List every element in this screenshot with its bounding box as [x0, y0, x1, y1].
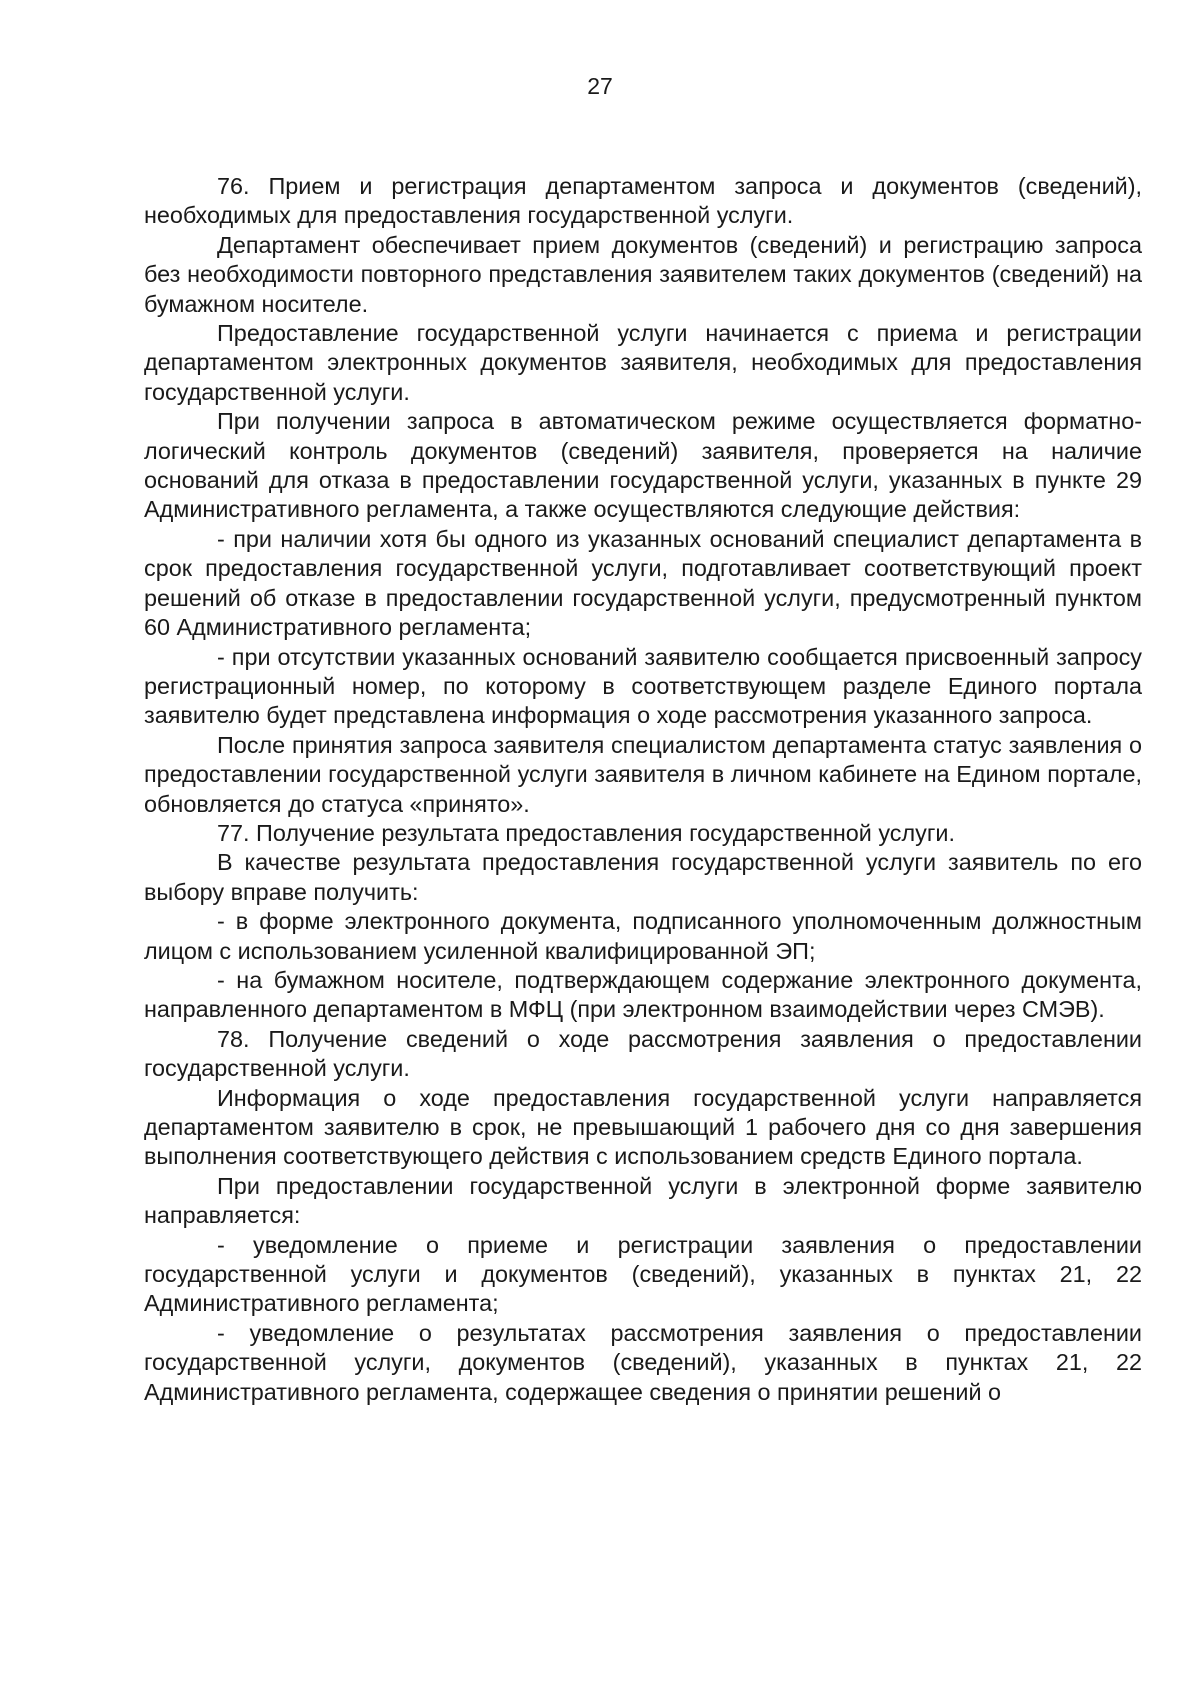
list-item: - в форме электронного документа, подписанного уполномоченным должностным лицом с использованием усиленной квалифицированной ЭП;	[144, 908, 1142, 964]
paragraph: При получении запроса в автоматическом режиме осуществляется форматно-логический контроль документов (сведений) заявителя, проверяется на наличие оснований для отказа в предоставлении государственной услуги, указанных в пункте 29 Административного регламента, а также осуществляются следующие действия:	[144, 408, 1142, 523]
paragraph: 78. Получение сведений о ходе рассмотрения заявления о предоставлении государственной услуги.	[144, 1025, 1142, 1082]
paragraph: В качестве результата предоставления государственной услуги заявитель по его выбору вправе получить:	[144, 849, 1142, 905]
paragraph: Департамент обеспечивает прием документов (сведений) и регистрацию запроса без необходимости повторного представления заявителем таких документов (сведений) на бумажном носителе.	[144, 231, 1142, 317]
paragraph: 77. Получение результата предоставления государственной услуги.	[217, 819, 955, 846]
paragraph: 76. Прием и регистрация департаментом запроса и документов (сведений), необходимых для предоставления государственной услуги.	[144, 173, 1142, 229]
list-item: - на бумажном носителе, подтверждающем содержание электронного документа, направленного департаментом в МФЦ (при электронном взаимодействии через СМЭВ).	[144, 966, 1142, 1023]
document-body	[144, 172, 1142, 1407]
paragraph: При предоставлении государственной услуги в электронной форме заявителю направляется:	[144, 1172, 1142, 1229]
list-item: - уведомление о результатах рассмотрения заявления о предоставлении государственной услуги, документов (сведений), указанных в пунктах 21, 22 Административного регламента, содержащее сведения о принятии решений о	[144, 1319, 1142, 1405]
paragraph: Предоставление государственной услуги начинается с приема и регистрации департаментом электронных документов заявителя, необходимых для предоставления государственной услуги.	[144, 320, 1142, 405]
list-item: - уведомление о приеме и регистрации заявления о предоставлении государственной услуги и документов (сведений), указанных в пунктах 21, 22 Административного регламента;	[144, 1231, 1142, 1317]
list-item: - при наличии хотя бы одного из указанных оснований специалист департамента в срок предоставления государственной услуги, подготавливает соответствующий проект решений об отказе в предоставлении государственной услуги, предусмотренный пунктом 60 Административного регламента;	[144, 525, 1142, 641]
paragraph: После принятия запроса заявителя специалистом департамента статус заявления о предоставлении государственной услуги заявителя в личном кабинете на Едином портале, обновляется до статуса «принято».	[144, 731, 1142, 817]
page-number: 27	[587, 73, 613, 99]
paragraph: Информация о ходе предоставления государственной услуги направляется департаментом заявителю в срок, не превышающий 1 рабочего дня со дня завершения выполнения соответствующего действия с использованием средств Единого портала.	[144, 1084, 1142, 1170]
list-item: - при отсутствии указанных оснований заявителю сообщается присвоенный запросу регистрационный номер, по которому в соответствующем разделе Единого портала заявителю будет представлена информация о ходе рассмотрения указанного запроса.	[144, 643, 1142, 729]
